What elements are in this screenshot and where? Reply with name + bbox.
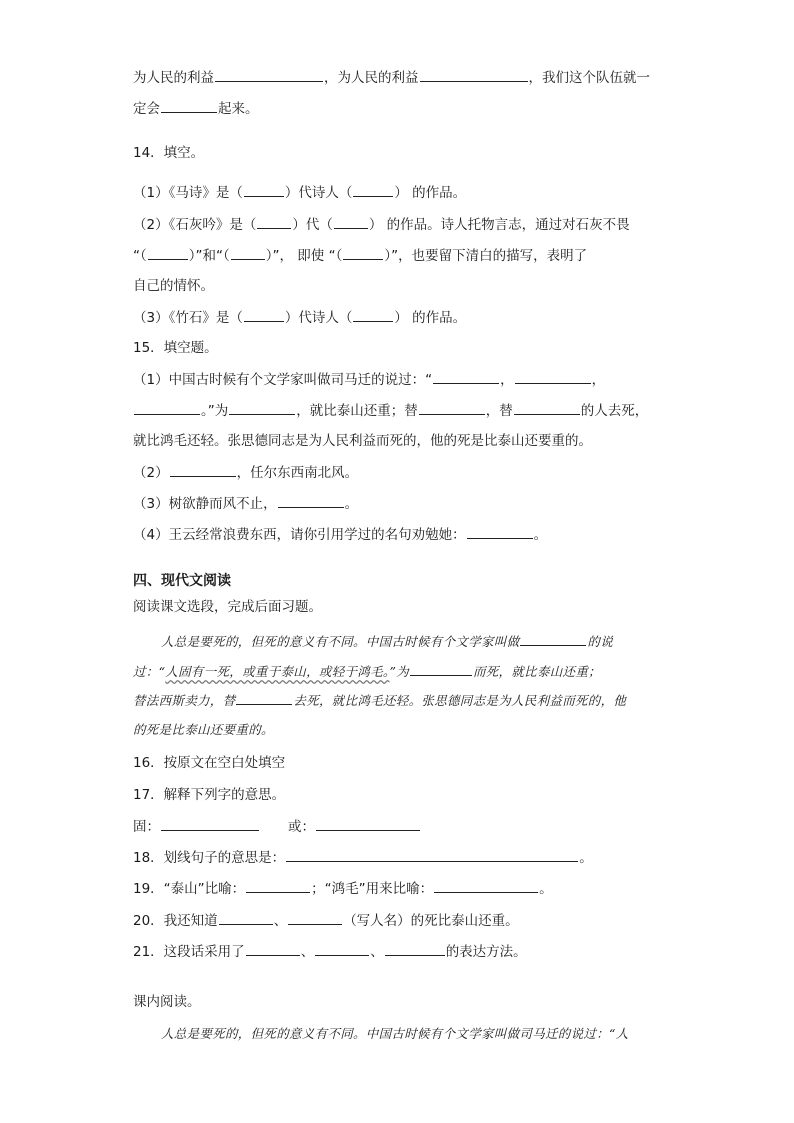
answer-blank[interactable] [170, 462, 236, 477]
answer-blank[interactable] [334, 214, 368, 229]
answer-blank[interactable] [257, 214, 291, 229]
section-heading: 课内阅读。 [133, 994, 201, 1010]
answer-blank[interactable] [515, 369, 591, 384]
text-line: 定会 起来。 [133, 98, 656, 119]
answer-blank[interactable] [353, 307, 393, 322]
answer-blank[interactable] [286, 847, 578, 862]
text-line: （2） ，任尔东西南北风。 [133, 462, 656, 483]
text-line: 为人民的利益 ，为人民的利益 ，我们这个队伍就一 [133, 67, 656, 88]
text-line: 20．我还知道 、 （写人名）的死比泰山还重。 [133, 910, 656, 931]
answer-blank[interactable] [219, 910, 273, 925]
answer-blank[interactable] [514, 400, 580, 415]
passage-line: 的死是比泰山还要重的。 [133, 722, 274, 737]
answer-blank[interactable] [288, 910, 342, 925]
answer-blank[interactable] [161, 816, 259, 831]
answer-blank[interactable] [353, 182, 393, 197]
answer-blank[interactable] [229, 400, 295, 415]
answer-blank[interactable] [134, 400, 200, 415]
answer-blank[interactable] [244, 307, 284, 322]
text-line: （3）《竹石》是（ ）代诗人（ ） 的作品。 [133, 307, 656, 328]
text-line: 固： 或： [133, 816, 656, 837]
answer-blank[interactable] [278, 493, 344, 508]
answer-blank[interactable] [244, 182, 284, 197]
question-title: 15．填空题。 [133, 340, 218, 356]
text-line: （1）《马诗》是（ ）代诗人（ ） 的作品。 [133, 182, 656, 203]
passage-line: 人总是要死的，但死的意义有不同。中国古时候有个文学家叫做 的说 [161, 631, 656, 652]
answer-blank[interactable] [520, 631, 586, 646]
text-line: （4）王云经常浪费东西，请你引用学过的名句劝勉她： 。 [133, 524, 656, 545]
text-line: （2）《石灰吟》是（ ）代（ ） 的作品。诗人托物言志，通过对石灰不畏 [133, 214, 656, 235]
answer-blank[interactable] [161, 98, 217, 113]
answer-blank[interactable] [231, 245, 265, 260]
underlined-sentence: 人固有一死，或重于泰山，或轻于鸿毛。 [165, 664, 390, 679]
text-line: 19．“泰山”比喻： ；“鸿毛”用来比喻： 。 [133, 878, 656, 899]
passage-line: 人总是要死的，但死的意义有不同。中国古时候有个文学家叫做司马迁的说过：“人 [161, 1026, 629, 1041]
answer-blank[interactable] [246, 941, 300, 956]
text-line: （3）树欲静而风不止， 。 [133, 493, 656, 514]
passage-line: 过：“人固有一死，或重于泰山，或轻于鸿毛。”为 而死，就比泰山还重； [133, 661, 656, 682]
text-line: “（ ）”和“（ ）”， 即使 “（ ）”，也要留下清白的描写，表明了 [133, 245, 656, 266]
answer-blank[interactable] [215, 67, 323, 82]
answer-blank[interactable] [343, 245, 383, 260]
answer-blank[interactable] [467, 524, 533, 539]
question-title: 16．按原文在空白处填空 [133, 755, 286, 771]
text-line: 。”为 ，就比泰山还重；替 ，替 的人去死， [133, 400, 656, 421]
text-line: 自己的情怀。 [133, 278, 214, 294]
answer-blank[interactable] [420, 67, 528, 82]
answer-blank[interactable] [236, 690, 292, 705]
passage-line: 替法西斯卖力，替 去死，就比鸿毛还轻。张思德同志是为人民利益而死的，他 [133, 690, 656, 711]
answer-blank[interactable] [246, 878, 310, 893]
text-line: 就比鸿毛还轻。张思德同志是为人民利益而死的，他的死是比泰山还要重的。 [133, 433, 592, 449]
text-line: 阅读课文选段，完成后面习题。 [133, 599, 322, 615]
answer-blank[interactable] [434, 878, 538, 893]
text-line: 21．这段话采用了 、 、 的表达方法。 [133, 941, 656, 962]
answer-blank[interactable] [148, 245, 188, 260]
question-title: 17．解释下列字的意思。 [133, 787, 286, 803]
section-heading: 四、现代文阅读 [133, 573, 231, 589]
answer-blank[interactable] [433, 369, 499, 384]
question-title: 14．填空。 [133, 145, 205, 161]
text-line: 18．划线句子的意思是： 。 [133, 847, 656, 868]
text-line: （1）中国古时候有个文学家叫做司马迁的说过：“ ， ， [133, 369, 656, 390]
answer-blank[interactable] [315, 941, 369, 956]
answer-blank[interactable] [385, 941, 445, 956]
answer-blank[interactable] [410, 661, 472, 676]
answer-blank[interactable] [316, 816, 420, 831]
answer-blank[interactable] [419, 400, 485, 415]
